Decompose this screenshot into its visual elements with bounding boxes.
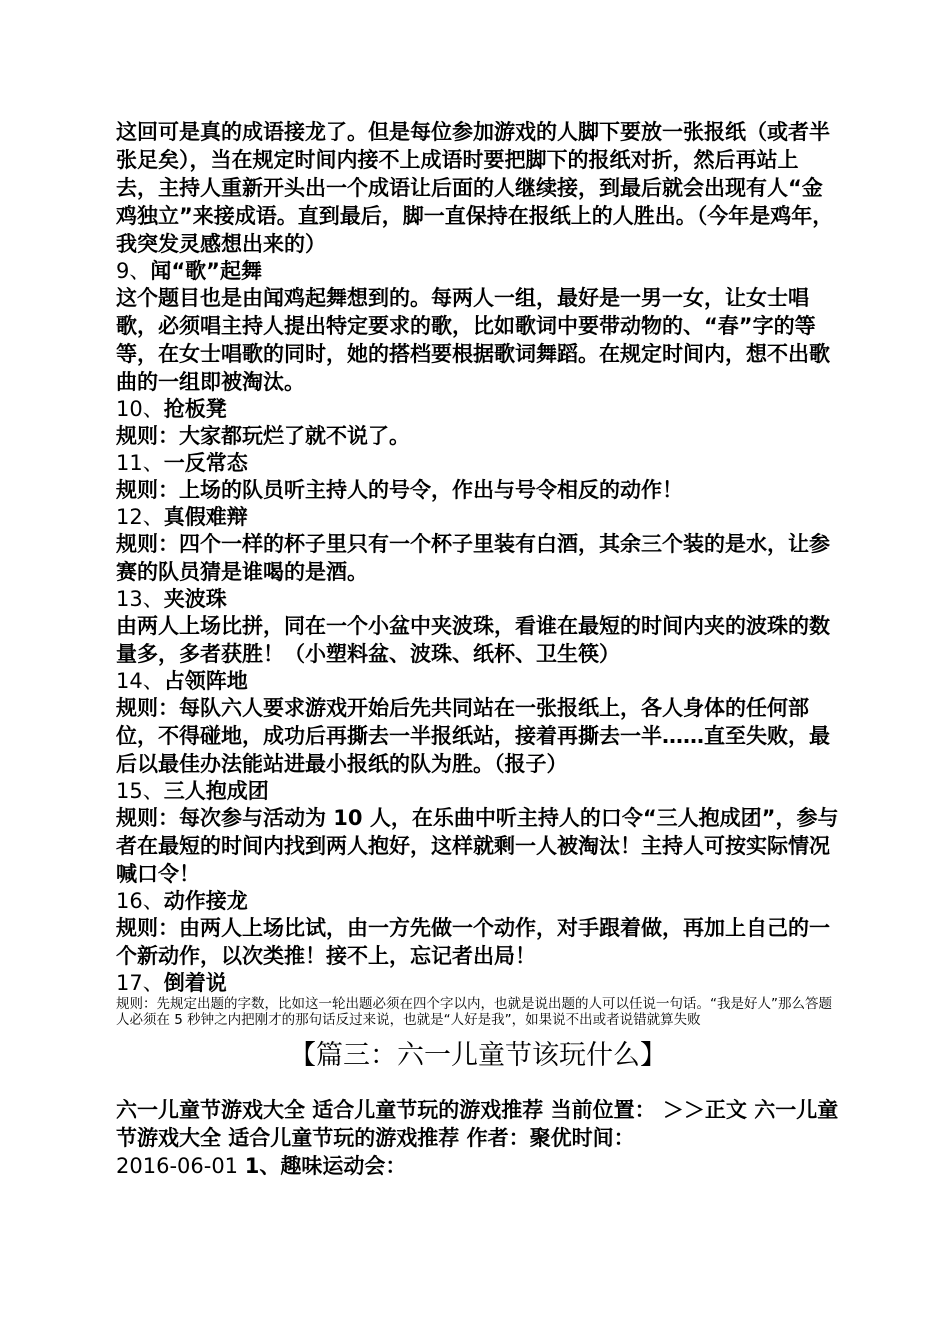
game-15-title: 三人抱成团 [163,779,269,803]
game-16-title: 动作接龙 [163,889,248,913]
article-date: 2016-06-01 [116,1154,245,1178]
game-13-title: 夹波珠 [163,587,227,611]
game-12-body: 规则：四个一样的杯子里只有一个杯子里装有白酒，其余三个装的是水，让参赛的队员猜是谁喝的是酒。 [116,532,830,584]
article-meta-text: 六一儿童节游戏大全 适合儿童节玩的游戏推荐 当前位置： ＞＞正文 六一儿童节游戏大全 适合儿童节玩的游戏推荐 作者：聚优时间： [116,1098,839,1150]
game-10-number: 10、 [116,397,164,421]
game-12-heading [116,504,840,530]
game-13-number: 13、 [116,587,164,611]
game-17-body: 规则：先规定出题的字数，比如这一轮出题必须在四个字以内，也就是说出题的人可以任说一句话。“我是好人”那么答题人必须在 5 秒钟之内把刚才的那句话反过来说，也就是“人好是我”，如果说不出或者说错就算失败 [116,996,832,1028]
game-11-body: 规则：上场的队员听主持人的号令，作出与号令相反的动作！ [116,478,683,502]
game-14-title: 占领阵地 [163,669,248,693]
game-15-number: 15、 [116,779,164,803]
game-11-heading [116,450,840,476]
game-17-number: 17、 [116,971,164,995]
game-14-heading [116,668,840,694]
game-10-heading [116,396,840,422]
game-14-body: 规则：每队六人要求游戏开始后先共同站在一张报纸上，各人身体的任何部位，不得碰地，成功后再撕去一半报纸站，接着再撕去一半……直至失败，最后以最佳办法能站进最小报纸的队为胜。（报子） [116,696,830,776]
game-11-number: 11、 [116,451,164,475]
game-13-body: 由两人上场比拼，同在一个小盆中夹波珠，看谁在最短的时间内夹的波珠的数量多，多者获胜！（小塑料盆、波珠、纸杯、卫生筷） [116,614,830,666]
game-17-heading [116,970,840,996]
game-16-heading [116,888,840,914]
game-12-number: 12、 [116,505,164,529]
game-9-heading [116,258,840,284]
intro-paragraph: 这回可是真的成语接龙了。但是每位参加游戏的人脚下要放一张报纸（或者半张足矣），当在规定时间内接不上成语时要把脚下的报纸对折，然后再站上去，主持人重新开头出一个成语让后面的人继续接，到最后就会出现有人“金鸡独立”来接成语。直到最后，脚一直保持在报纸上的人胜出。（今年是鸡年，我突发灵感想出来的） [116,120,834,256]
article-meta-paragraph [116,1096,840,1180]
game-12-title: 真假难辩 [163,505,248,529]
first-item-heading: 1、趣味运动会： [244,1154,407,1178]
game-9-body: 这个题目也是由闻鸡起舞想到的。每两人一组，最好是一男一女，让女士唱歌，必须唱主持人提出特定要求的歌，比如歌词中要带动物的、“春”字的等等，在女士唱歌的同时，她的搭档要根据歌词舞蹈。在规定时间内，想不出歌曲的一组即被淘汰。 [116,286,830,394]
document-page [116,118,840,1180]
game-9-title: 闻“歌”起舞 [150,259,262,283]
game-10-title: 抢板凳 [163,397,227,421]
game-17-title: 倒着说 [163,971,227,995]
game-14-number: 14、 [116,669,164,693]
game-16-number: 16、 [116,889,164,913]
game-11-title: 一反常态 [163,451,248,475]
game-10-body: 规则：大家都玩烂了就不说了。 [116,424,410,448]
game-15-heading [116,778,840,804]
game-16-body: 规则：由两人上场比试，由一方先做一个动作，对手跟着做，再加上自己的一个新动作，以次类推！接不上，忘记者出局！ [116,916,830,968]
section-title: 【篇三：六一儿童节该玩什么】 [289,1040,667,1071]
game-15-body: 规则：每次参与活动为 10 人，在乐曲中听主持人的口令“三人抱成团”，参与者在最短的时间内找到两人抱好，这样就剩一人被淘汰！主持人可按实际情况喊口令！ [116,806,839,886]
game-9-number: 9、 [116,259,151,283]
game-13-heading [116,586,840,612]
